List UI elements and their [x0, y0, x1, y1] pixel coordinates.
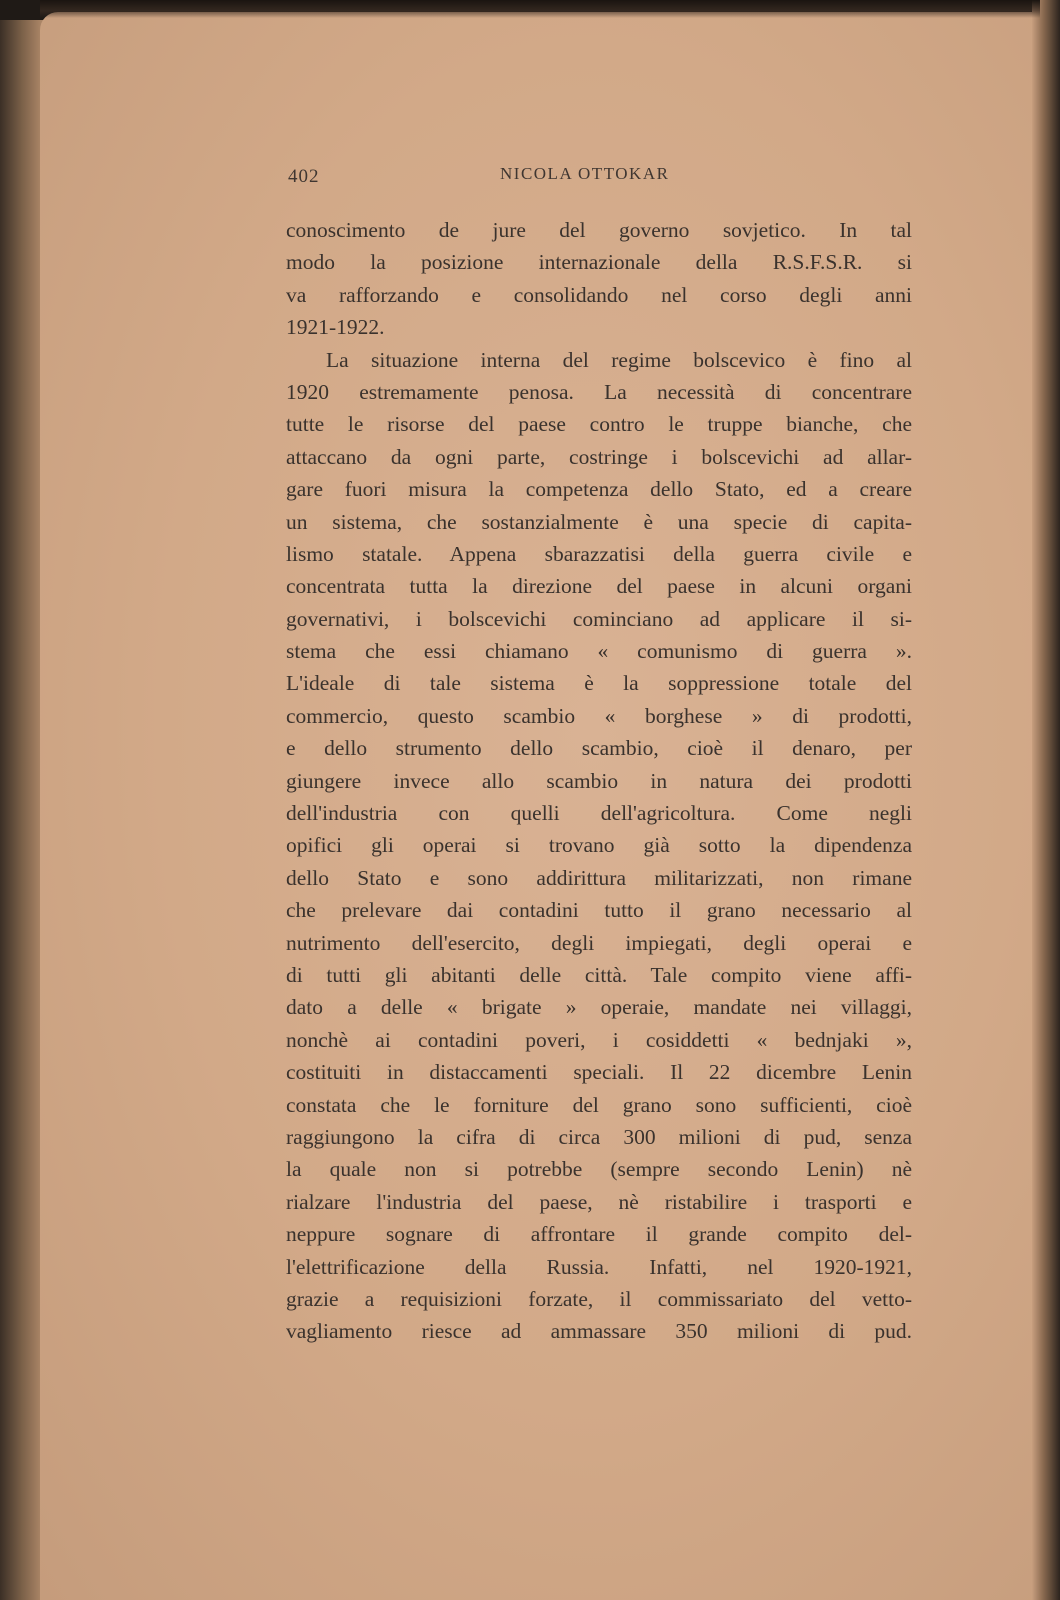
text-line: di tutti gli abitanti delle città. Tale compito viene affi-: [286, 962, 912, 987]
text-line: dello Stato e sono addirittura militarizzati, non rimane: [286, 865, 912, 890]
text-line: La situazione interna del regime bolscevico è fino al: [326, 347, 912, 372]
text-line: gare fuori misura la competenza dello Stato, ed a creare: [286, 477, 912, 502]
text-line: tutte le risorse del paese contro le truppe bianche, che: [286, 412, 912, 437]
text-line: 1920 estremamente penosa. La necessità di concentrare: [286, 379, 912, 404]
text-line: nonchè ai contadini poveri, i cosiddetti « bednjaki »,: [286, 1027, 912, 1052]
text-line: dato a delle « brigate » operaie, mandate nei villaggi,: [286, 995, 912, 1020]
text-line: stema che essi chiamano « comunismo di guerra ».: [286, 639, 912, 664]
text-line: modo la posizione internazionale della R.S.F.S.R. si: [286, 250, 912, 275]
text-line: neppure sognare di affrontare il grande compito del-: [286, 1222, 912, 1247]
text-line: nutrimento dell'esercito, degli impiegati, degli operai e: [286, 930, 912, 955]
text-line: raggiungono la cifra di circa 300 milioni di pud, senza: [286, 1124, 912, 1149]
text-line: la quale non si potrebbe (sempre secondo Lenin) nè: [286, 1157, 912, 1182]
text-line: l'elettrificazione della Russia. Infatti, nel 1920-1921,: [286, 1254, 912, 1279]
text-line: L'ideale di tale sistema è la soppressione totale del: [286, 671, 912, 696]
text-line: commercio, questo scambio « borghese » di prodotti,: [286, 703, 912, 728]
page-edge-right: [1032, 0, 1060, 1600]
text-line: rialzare l'industria del paese, nè ristabilire i trasporti e: [286, 1189, 912, 1214]
text-line: che prelevare dai contadini tutto il grano necessario al: [286, 898, 912, 923]
text-line: va rafforzando e consolidando nel corso degli anni: [286, 282, 912, 307]
page-number: 402: [288, 166, 320, 187]
running-head: NICOLA OTTOKAR: [500, 164, 670, 183]
text-line: dell'industria con quelli dell'agricoltura. Come negli: [286, 801, 912, 826]
page-header: [288, 164, 918, 194]
text-line: grazie a requisizioni forzate, il commissariato del vetto-: [286, 1286, 912, 1311]
text-line: governativi, i bolscevichi cominciano ad applicare il si-: [286, 606, 912, 631]
text-line: e dello strumento dello scambio, cioè il denaro, per: [286, 736, 912, 761]
text-line: lismo statale. Appena sbarazzatisi della guerra civile e: [286, 541, 912, 566]
text-line: giungere invece allo scambio in natura dei prodotti: [286, 768, 912, 793]
text-line: un sistema, che sostanzialmente è una specie di capita-: [286, 509, 912, 534]
text-line: costituiti in distaccamenti speciali. Il 22 dicembre Lenin: [286, 1060, 912, 1085]
text-line: constata che le forniture del grano sono sufficienti, cioè: [286, 1092, 912, 1117]
top-shadow: [40, 0, 1040, 18]
text-line: conoscimento de jure del governo sovjetico. In tal: [286, 218, 912, 242]
text-line: attaccano da ogni parte, costringe i bolscevichi ad allar-: [286, 444, 912, 469]
text-line: concentrata tutta la direzione del paese in alcuni organi: [286, 574, 912, 599]
body-text: [286, 214, 912, 1348]
text-line: opifici gli operai si trovano già sotto la dipendenza: [286, 833, 912, 858]
text-line: vagliamento riesce ad ammassare 350 milioni di pud.: [286, 1319, 912, 1344]
text-line: 1921-1922.: [286, 315, 385, 340]
